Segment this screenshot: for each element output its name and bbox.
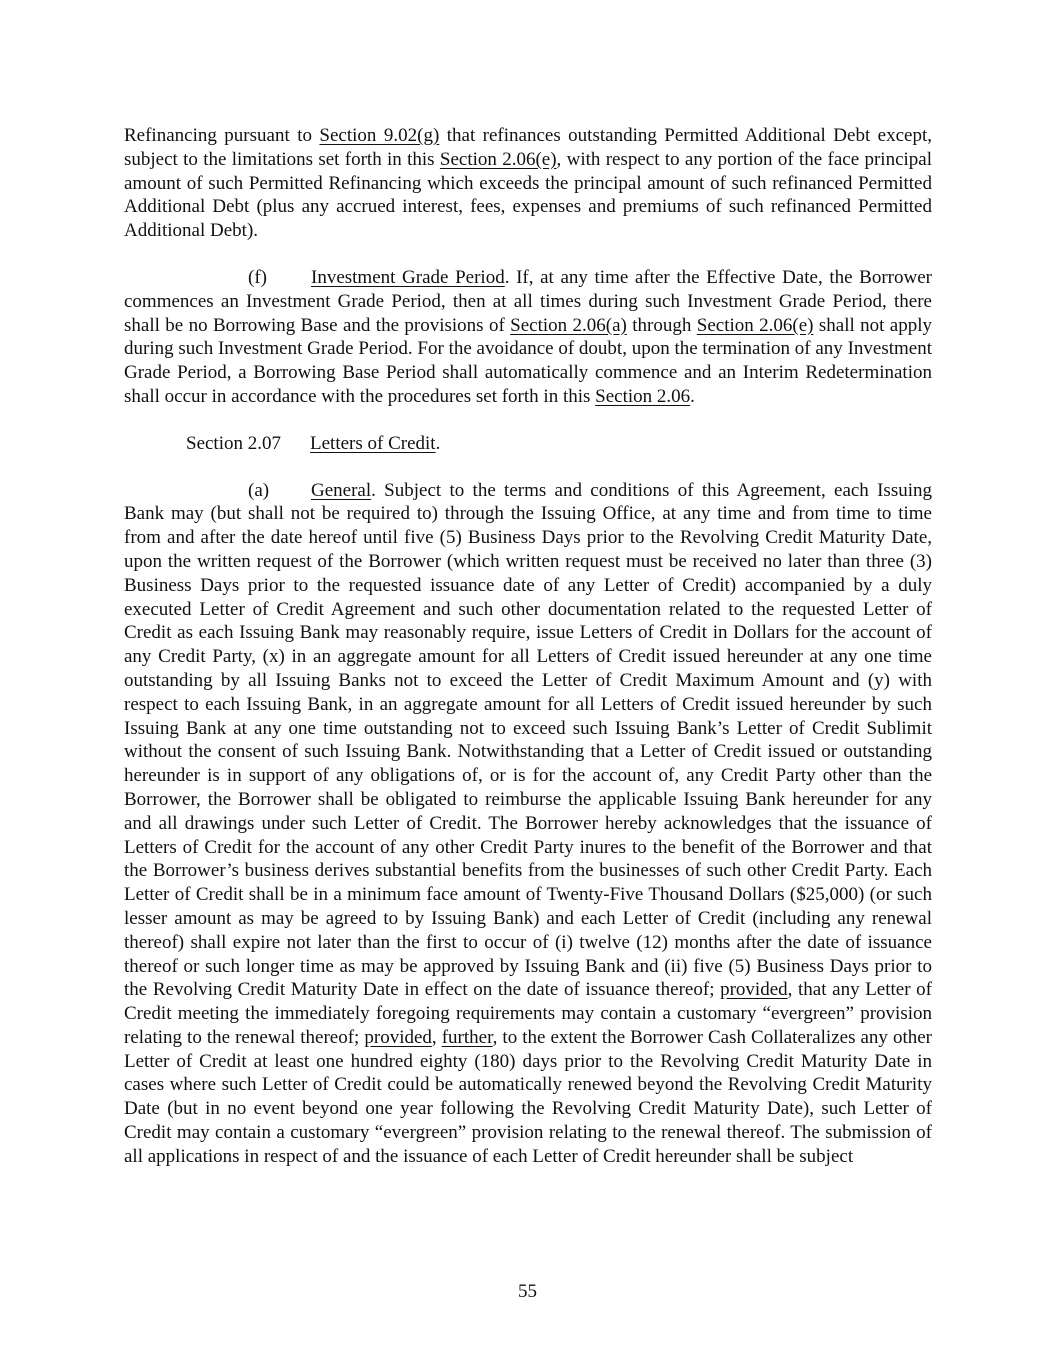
- section-title: Letters of Credit: [310, 432, 436, 454]
- defined-term: provided: [720, 979, 788, 1001]
- defined-term: further: [441, 1026, 493, 1048]
- section-reference: Section 2.06(a): [510, 314, 627, 336]
- clause-number: (a): [248, 479, 270, 501]
- paragraph-gap: [124, 243, 932, 266]
- paragraph-gap: [124, 456, 932, 479]
- paragraph-refinancing: Refinancing pursuant to Section 9.02(g) that refinances outstanding Permitted Additional Debt except, subject to the limitations set forth in this Section 2.06(e), with respect to any portion of the face principal amount of such Permitted Refinancing which exceeds the principal amount of such refinanced Permitted Additional Debt (plus any accrued interest, fees, expenses and premiums of such refinanced Permitted Additional Debt).: [124, 125, 933, 242]
- section-heading: Section 2.07 Letters of Credit.: [186, 432, 441, 454]
- section-reference: Section 2.06: [595, 385, 691, 407]
- document-page: [124, 124, 932, 1169]
- paragraph-general: (a) General. Subject to the terms and conditions of this Agreement, each Issuing Bank may (but shall not be required to) through the Issuing Office, at any time and from time to time from and after the date hereof until five (5) Business Days prior to the Revolving Credit Maturity Date, upon the written request of the Borrower (which written request must be received no later than three (3) Business Days prior to the requested issuance date of any Letter of Credit) accompanied by a duly executed Letter of Credit Agreement and such other documentation related to the requested Letter of Credit as each Issuing Bank may reasonably require, issue Letters of Credit in Dollars for the account of any Credit Party, (x) in an aggregate amount for all Letters of Credit issued hereunder at any one time outstanding by all Issuing Banks not to exceed the Letter of Credit Maximum Amount and (y) with respect to each Issuing Bank, in an aggregate amount for all Letters of Credit issued hereunder by such Issuing Bank at any one time outstanding not to exceed such Issuing Bank’s Letter of Credit Sublimit without the consent of such Issuing Bank. Notwithstanding that a Letter of Credit issued or outstanding hereunder is in support of any obligations of, or is for the account of, any Credit Party other than the Borrower, the Borrower shall be obligated to reimburse the applicable Issuing Bank hereunder for any and all drawings under such Letter of Credit. The Borrower hereby acknowledges that the issuance of Letters of Credit for the account of any other Credit Party inures to the benefit of the Borrower and that the Borrower’s business derives substantial benefits from the businesses of such other Credit Party. Each Letter of Credit shall be in a minimum face amount of Twenty-Five Thousand Dollars ($25,000) (or such lesser amount as may be agreed to by Issuing Bank) and each Letter of Credit (including any renewal thereof) shall expire not later than the first to occur of (i) twelve (12) months after the date of issuance thereof or such longer time as may be approved by Issuing Bank and (ii) five (5) Business Days prior to the Revolving Credit Maturity Date in effect on the date of issuance thereof; provided, that any Letter of Credit meeting the immediately foregoing requirements may contain a customary “evergreen” provision relating to the renewal thereof; provided, further, to the extent the Borrower Cash Collateralizes any other Letter of Credit at least one hundred eighty (180) days prior to the Revolving Credit Maturity Date in cases where such Letter of Credit could be automatically renewed beyond the Revolving Credit Maturity Date (but in no event beyond one year following the Revolving Credit Maturity Date), such Letter of Credit may contain a customary “evergreen” provision relating to the renewal thereof. The submission of all applications in respect of and the issuance of each Letter of Credit hereunder shall be subject: [124, 479, 932, 1167]
- clause-heading: Investment Grade Period: [311, 266, 505, 288]
- section-reference: Section 2.06(e): [696, 314, 814, 336]
- section-reference: Section 2.06(e): [439, 148, 557, 170]
- clause-number: (f): [248, 266, 267, 288]
- defined-term: provided: [364, 1026, 432, 1048]
- clause-heading: General: [311, 479, 372, 501]
- page-number: 55: [518, 1281, 537, 1302]
- section-number: Section 2.07: [186, 432, 281, 454]
- paragraph-gap: [124, 409, 932, 432]
- section-reference: Section 9.02(g): [319, 125, 440, 146]
- paragraph-investment-grade-period: (f) Investment Grade Period. If, at any time after the Effective Date, the Borrower commences an Investment Grade Period, then at all times during such Investment Grade Period, there shall be no Borrowing Base and the provisions of Section 2.06(a) through Section 2.06(e) shall not apply during such Investment Grade Period. For the avoidance of doubt, upon the termination of any Investment Grade Period, a Borrowing Base Period shall automatically commence and an Interim Redetermination shall occur in accordance with the procedures set forth in this Section 2.06.: [124, 266, 933, 407]
